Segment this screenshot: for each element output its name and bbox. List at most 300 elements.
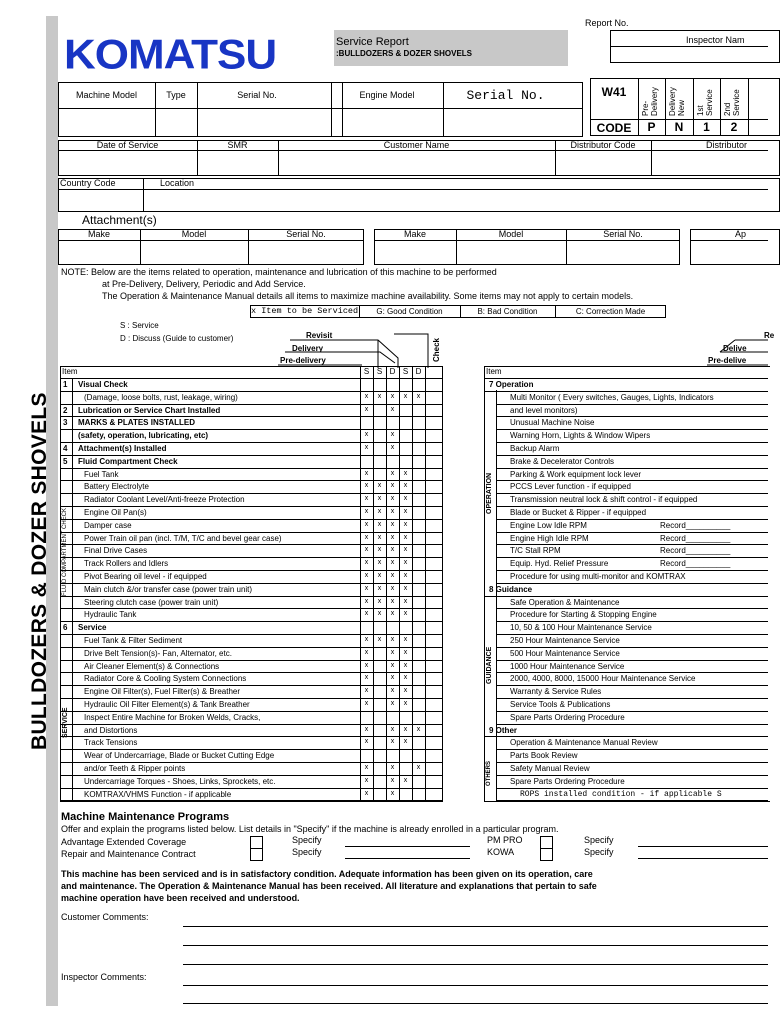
table-row[interactable]: Lubrication or Service Chart Installed [78,405,221,415]
left-row-rule [60,672,443,673]
location-label: Location [160,178,195,188]
right-row-rule [496,532,768,533]
right-row-rule [496,544,768,545]
report-no-label: Report No. [585,18,629,28]
rmc-specify-input[interactable] [345,847,470,858]
row-mark: x [403,572,408,579]
table-row[interactable]: MARKS & PLATES INSTALLED [78,418,196,428]
row-mark: x [416,725,421,733]
aec-specify-input[interactable] [345,835,470,846]
left-row-number: 6 [63,623,68,633]
att-make2-label: Make [403,229,426,239]
right-row-rule [496,672,768,673]
row-mark: x [390,738,395,746]
left-row-rule [60,570,443,571]
row-mark: x [364,546,369,554]
row-mark: x [390,444,395,451]
row-mark: x [416,764,421,771]
list-item[interactable]: Warning Horn, Lights & Window Wipers [510,431,651,441]
left-row-rule [60,724,443,725]
row-mark: x [390,610,395,618]
title-sub: :BULLDOZERS & DOZER SHOVELS [336,49,473,58]
pmpro-specify-input[interactable] [638,835,768,846]
inspector-comments-label: Inspector Comments: [61,972,147,982]
row-mark: x [403,687,408,695]
code-2[interactable]: 2 [730,120,738,134]
row-mark: x [364,520,369,528]
table-row[interactable]: Hydraulic Oil Filter Element(s) & Tank Breather [84,700,250,709]
table-row[interactable]: Fuel Tank & Filter Sediment [84,636,183,645]
row-mark: x [390,559,395,567]
left-row-number: 2 [63,405,68,415]
row-mark: x [390,661,395,669]
table-row[interactable]: and/or Teeth & Ripper points [84,764,186,773]
list-item[interactable]: T/C Stall RPM [510,546,561,556]
country-input[interactable] [60,191,141,210]
left-row-rule [60,519,443,520]
row-mark: x [403,674,408,682]
record-field[interactable]: Record__________ [660,559,731,569]
left-row-rule [60,544,443,545]
right-row-rule [496,493,768,494]
code-p[interactable]: P [647,120,656,134]
left-col-header-1: S [376,367,383,376]
table-row[interactable]: Battery Electrolyte [84,482,149,492]
table-row[interactable]: Air Cleaner Element(s) & Connections [84,661,220,671]
right-row-rule [496,480,768,481]
row-mark: x [364,700,369,707]
row-mark: x [390,789,395,797]
legend-bad: B: Bad Condition [477,307,538,316]
table-row[interactable]: Radiator Coolant Level/Anti-freeze Protection [84,495,245,505]
row-mark: x [403,725,408,733]
list-item[interactable]: Backup Alarm [510,444,560,453]
row-mark: x [390,482,395,490]
list-item[interactable]: Operation & Maintenance Manual Review [510,738,658,748]
right-row-rule [496,608,768,609]
row-mark: x [377,508,382,515]
list-item[interactable]: Parking & Work equipment lock lever [510,469,642,479]
list-item[interactable]: Brake & Decelerator Controls [510,456,615,466]
row-mark: x [364,597,369,605]
right-row-rule [496,685,768,686]
table-row[interactable]: Steering clutch case (power train unit) [84,597,219,607]
table-row[interactable]: Engine Oil Pan(s) [84,508,147,517]
guidance-section-label: GUIDANCE [486,646,493,684]
row-mark: x [377,520,382,528]
left-row-rule [60,788,443,789]
right-row-rule [496,711,768,712]
stage-header-lines-right [705,330,768,368]
row-mark: x [377,597,382,605]
aec-label: Advantage Extended Coverage [61,837,187,847]
list-item[interactable]: Multi Monitor ( Every switches, Gauges, Lights, Indicators [510,392,714,402]
rmc-checkbox[interactable] [250,848,263,861]
left-row-rule [60,468,443,469]
left-col-header-4: D [415,367,422,376]
right-row-rule [496,775,768,776]
row-mark: x [403,648,408,656]
list-item[interactable]: 1000 Hour Maintenance Service [510,661,625,671]
list-item[interactable]: 500 Hour Maintenance Service [510,648,620,658]
row-mark: x [364,559,369,567]
komatsu-logo: KOMATSU [64,31,277,78]
row-mark: x [403,597,408,605]
kowa-label: KOWA [487,847,515,857]
record-field[interactable]: Record__________ [660,533,731,543]
customer-input[interactable] [280,152,553,174]
left-row-rule [60,455,443,456]
right-row-rule [496,788,768,789]
row-mark: x [403,738,408,746]
row-mark: x [364,584,369,592]
engine-serial-label: Serial No. [466,88,545,103]
right-row-rule [496,660,768,661]
row-mark: x [377,495,382,503]
row-mark: x [403,776,408,784]
row-mark: x [364,764,369,771]
table-row[interactable]: Inspect Entire Machine for Broken Welds, Cracks, [84,712,261,722]
rmc-label: Repair and Maintenance Contract [61,849,196,859]
stage-delivery: Delivery [292,344,324,353]
stage-predelive-right: Pre-delive [708,356,747,365]
table-row[interactable]: KOMTRAX/VHMS Function - if applicable [84,789,232,799]
table-row[interactable]: (Damage, loose bolts, rust, leakage, wiring) [84,392,238,402]
row-mark: x [403,546,408,554]
code-label: CODE [596,121,632,135]
list-item[interactable]: Transmission neutral lock & shift control - if equipped [510,495,698,505]
stage-check: Check [432,337,441,362]
left-row-rule [60,532,443,533]
left-row-rule [60,800,443,801]
legend-item-serviced: x Item to be Serviced [251,306,359,316]
right-row-rule [496,724,768,725]
left-row-rule [60,404,443,405]
row-mark: x [364,776,369,784]
table-row[interactable]: Fuel Tank [84,469,119,479]
row-mark: x [416,392,421,400]
right-row-rule [496,570,768,571]
stage-re-right: Re [764,331,775,340]
list-item[interactable]: Engine High Idle RPM [510,533,589,543]
row-mark: x [364,392,369,400]
right-row-rule [496,416,768,417]
table-row[interactable]: (safety, operation, lubricating, etc) [78,431,209,441]
right-row-rule [496,634,768,635]
right-row-rule [496,583,768,584]
left-row-rule [60,493,443,494]
title-banner [334,30,568,66]
date-of-service-label: Date of Service [96,140,159,150]
left-row-rule [60,647,443,648]
left-col-header-2: D [389,367,396,376]
left-row-rule [60,583,443,584]
left-row-rule [60,749,443,750]
right-row-rule [496,455,768,456]
right-checklist-table [484,366,768,802]
list-item[interactable]: 7 Operation [489,380,534,389]
right-row-rule [496,506,768,507]
right-row-rule [496,404,768,405]
list-item[interactable]: Warranty & Service Rules [510,687,602,697]
left-checklist-table [60,366,443,802]
row-mark: x [364,482,369,490]
row-mark: x [390,431,395,439]
list-item[interactable]: Procedure for using multi-monitor and KOMTRAX [510,572,686,581]
left-row-rule [60,429,443,430]
left-item-header: Item [62,367,78,376]
left-row-rule [60,621,443,622]
right-row-rule [496,698,768,699]
right-row-rule [496,519,768,520]
left-row-rule [60,685,443,686]
customer-name-label: Customer Name [383,140,450,150]
left-row-rule [60,736,443,737]
table-row[interactable]: Pivot Bearing oil level - if equipped [84,572,207,581]
record-field[interactable]: Record__________ [660,520,731,530]
row-mark: x [364,636,369,643]
list-item[interactable]: Spare Parts Ordering Procedure [510,776,625,786]
list-item[interactable]: PCCS Lever function - if equipped [510,482,631,492]
list-item[interactable]: and level monitors) [510,405,578,415]
table-row[interactable]: Power Train oil pan (incl. T/M, T/C and bevel gear case) [84,533,282,543]
right-row-rule [496,762,768,763]
left-row-rule [60,480,443,481]
row-mark: x [364,648,369,656]
list-item[interactable]: 2000, 4000, 8000, 15000 Hour Maintenance Service [510,674,696,684]
row-mark: x [403,508,408,515]
row-mark: x [364,674,369,682]
engine-serial-input[interactable] [445,110,581,135]
engine-model-input[interactable] [333,110,441,135]
list-item[interactable]: Service Tools & Publications [510,700,611,709]
table-row[interactable]: and Distortions [84,725,138,735]
left-row-rule [60,608,443,609]
customer-comments-input[interactable] [183,912,768,964]
code-1[interactable]: 1 [703,120,710,134]
row-mark: x [364,687,369,695]
fluid-section-label: FLUID COMPARTMENT CHECK [62,507,68,596]
row-mark: x [390,776,395,784]
row-mark: x [390,597,395,605]
left-row-rule [60,506,443,507]
row-mark: x [377,392,382,400]
row-mark: x [390,584,395,592]
stage-predelivery: Pre-delivery [280,356,326,365]
table-row[interactable]: Fluid Compartment Check [78,456,178,466]
row-mark: x [403,495,408,503]
row-mark: x [390,520,395,528]
row-mark: x [403,636,408,643]
list-item[interactable]: 10, 50 & 100 Hour Maintenance Service [510,623,652,633]
row-mark: x [403,559,408,567]
row-mark: x [377,584,382,592]
row-mark: x [390,725,395,733]
row-mark: x [403,520,408,528]
machine-model-label: Machine Model [75,90,138,100]
row-mark: x [364,572,369,579]
table-row[interactable]: Drive Belt Tension(s)- Fan, Alternator, etc. [84,648,232,658]
row-mark: x [364,789,369,797]
table-row[interactable]: Track Rollers and Idlers [84,559,169,569]
list-item[interactable]: Engine Low Idle RPM [510,520,587,530]
right-row-rule [496,621,768,622]
list-item[interactable]: 250 Hour Maintenance Service [510,636,620,645]
table-row[interactable]: Radiator Core & Cooling System Connections [84,674,247,684]
right-item-header: Item [486,367,502,376]
left-row-rule [60,762,443,763]
att-ap-label: Ap [735,229,747,239]
row-mark: x [403,469,408,477]
right-row-rule [484,736,768,737]
att-serial-label: Serial No. [286,229,326,239]
row-mark: x [364,725,369,733]
list-item[interactable]: Equip. Hyd. Relief Pressure [510,559,609,569]
left-row-rule [60,416,443,417]
row-mark: x [390,546,395,554]
row-mark: x [390,469,395,477]
list-item[interactable]: 8 Guidance [489,584,533,594]
location-input[interactable] [145,191,765,210]
code-col-delivery: Delivery New [668,87,686,116]
row-mark: x [403,584,408,592]
attachments-title: Attachment(s) [82,213,157,227]
row-mark: x [364,738,369,746]
legend-service: S : Service [120,321,159,330]
row-mark: x [377,559,382,567]
w41-label: W41 [601,85,627,99]
note-line-3: The Operation & Maintenance Manual details all items to maximize machine availability. Some items may not apply to certain models. [102,291,634,301]
legend-good: G: Good Condition [376,307,443,316]
row-mark: x [364,495,369,503]
list-item[interactable]: Procedure for Starting & Stopping Engine [510,610,657,620]
row-mark: x [377,482,382,490]
row-mark: x [390,700,395,707]
row-mark: x [364,610,369,618]
table-row[interactable]: Wear of Undercarriage, Blade or Bucket Cutting Edge [84,751,275,761]
table-row[interactable]: Damper case [84,520,132,530]
att-serial2-label: Serial No. [603,229,643,239]
row-mark: x [364,405,369,413]
side-title: BULLDOZERS & DOZER SHOVELS [28,392,51,750]
machine-model-input[interactable] [60,110,153,135]
row-mark: x [390,572,395,579]
inspector-comments-input[interactable] [183,972,768,1003]
table-row[interactable]: Visual Check [78,380,128,389]
list-item[interactable]: Parts Book Review [510,751,578,761]
aec-specify-label: Specify [292,835,322,845]
legend-discuss: D : Discuss (Guide to customer) [120,334,234,343]
list-item[interactable]: ROPS installed condition - if applicable S [520,789,722,799]
row-mark: x [390,533,395,541]
table-row[interactable]: Track Tensions [84,738,138,748]
left-row-rule [60,711,443,712]
service-section-label: SERVICE [62,707,69,738]
left-col-header-0: S [363,367,370,376]
row-mark: x [377,610,382,618]
customer-comments-label: Customer Comments: [61,912,149,922]
row-mark: x [403,533,408,541]
stage-delive-right: Delive [723,344,747,353]
table-row[interactable]: Final Drive Cases [84,546,148,556]
rmc-specify-label: Specify [292,847,322,857]
kowa-checkbox[interactable] [540,848,553,861]
row-mark: x [390,405,395,413]
row-mark: x [390,636,395,643]
serial-input[interactable] [199,110,341,135]
kowa-specify-label: Specify [584,847,614,857]
left-row-number: 3 [63,418,68,428]
left-row-rule [60,698,443,699]
code-n[interactable]: N [674,120,684,134]
list-item[interactable]: Unusual Machine Noise [510,418,595,428]
type-label: Type [166,90,186,100]
table-row[interactable]: Engine Oil Filter(s), Fuel Filter(s) & Breather [84,687,241,697]
right-row-rule [496,557,768,558]
inspector-name-label: Inspector Nam [686,35,745,45]
list-item[interactable]: Safe Operation & Maintenance [510,597,620,607]
statement-line-3: machine operation have been received and understood. [61,893,300,903]
right-row-rule [496,429,768,430]
list-item[interactable]: 9 Other [489,725,518,735]
table-row[interactable]: Main clutch &/or transfer case (power train unit) [84,584,253,594]
row-mark: x [364,508,369,515]
distributor-label: Distributor [706,140,748,150]
left-row-number: 5 [63,456,68,466]
table-row[interactable]: Undercarriage Torques - Shoes, Links, Sprockets, etc. [84,776,276,786]
pmpro-specify-label: Specify [584,835,614,845]
kowa-specify-input[interactable] [638,847,768,858]
engine-model-label: Engine Model [359,90,415,100]
att-make-label: Make [87,229,110,239]
code-col-2nd: 2nd Service [723,89,741,116]
left-col-header-3: S [402,367,409,376]
type-input[interactable] [157,110,195,135]
right-row-rule [496,647,768,648]
table-row[interactable]: Attachment(s) Installed [78,444,167,453]
smr-input[interactable] [199,152,276,174]
programs-desc: Offer and explain the programs listed below. List details in "Specify" if the machine is already enrolled in a particular program. [61,824,559,834]
row-mark: x [390,392,395,400]
date-input[interactable] [60,152,195,174]
distributor-code-label: Distributor Code [570,140,636,150]
table-row[interactable]: Hydraulic Tank [84,610,137,620]
legend-correction: C: Correction Made [575,307,646,316]
row-mark: x [403,661,408,669]
record-field[interactable]: Record__________ [660,546,731,556]
row-mark: x [390,508,395,515]
statement-line-2: and maintenance. The Operation & Maintenance Manual has been received. All literature and explanations that pertain to safe [61,881,597,891]
row-mark: x [403,392,408,400]
list-item[interactable]: Spare Parts Ordering Procedure [510,712,625,722]
row-mark: x [364,661,369,669]
left-row-number: 1 [63,380,68,389]
list-item[interactable]: Blade or Bucket & Ripper - if equipped [510,508,647,517]
row-mark: x [403,700,408,707]
row-mark: x [390,674,395,682]
table-row[interactable]: Service [78,623,107,633]
title-main: Service Report [336,36,409,48]
left-row-rule [60,775,443,776]
att-model2-label: Model [498,229,524,239]
row-mark: x [403,610,408,618]
row-mark: x [377,572,382,579]
country-code-label: Country Code [60,178,116,188]
left-row-rule [60,660,443,661]
list-item[interactable]: Safety Manual Review [510,764,590,773]
serial-label: Serial No. [237,90,277,100]
att-model-label: Model [181,229,207,239]
